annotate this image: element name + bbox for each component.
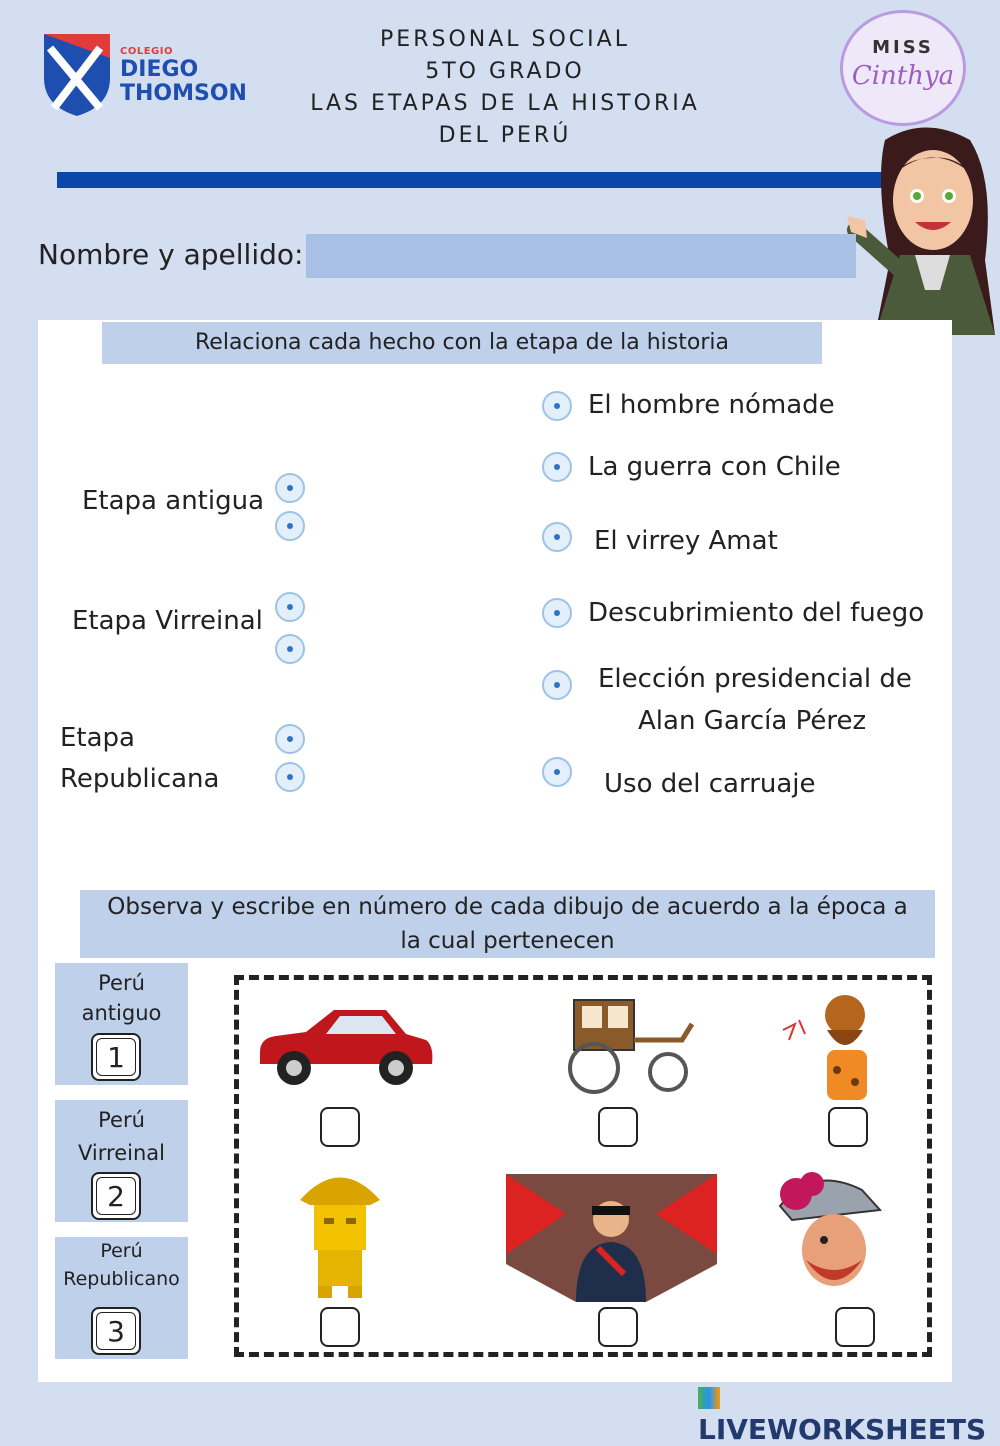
logo-school-name (120, 58, 247, 106)
right-label-fuego: Descubrimiento del fuego (588, 598, 925, 628)
matching-instruction: Relaciona cada hecho con la etapa de la historia (102, 322, 822, 364)
answer-box-car[interactable] (320, 1107, 360, 1147)
left-label-republicana-1: Etapa (60, 723, 135, 753)
category-peru-virreinal (55, 1100, 188, 1222)
answer-box-conquistador[interactable] (835, 1307, 875, 1347)
name-label: Nombre y apellido: (38, 238, 304, 271)
logo-small-text: COLEGIO (120, 46, 173, 57)
match-dot-virreinal-1[interactable] (275, 592, 305, 622)
liveworksheets-logo-icon (698, 1387, 720, 1409)
tumi-gold-picture (290, 1160, 390, 1300)
badge-line1: MISS (872, 37, 934, 58)
conquistador-picture (772, 1170, 887, 1298)
category-label-2b: Virreinal (78, 1141, 165, 1165)
answer-box-caveman[interactable] (828, 1107, 868, 1147)
right-label-nomade: El hombre nómade (588, 390, 835, 420)
match-dot-republicana-2[interactable] (275, 762, 305, 792)
number-box-1 (91, 1033, 141, 1081)
liveworksheets-watermark (698, 1380, 1000, 1446)
answer-box-carriage[interactable] (598, 1107, 638, 1147)
president-picture (506, 1174, 717, 1302)
teacher-badge (840, 10, 966, 126)
divider-bar (57, 172, 897, 188)
name-input[interactable] (306, 234, 856, 278)
footer-brand: LIVEWORKSHEETS (698, 1413, 987, 1446)
category-label-3a: Perú (100, 1240, 143, 1262)
title-line1: PERSONAL SOCIAL (380, 27, 630, 52)
observation-instruction (80, 890, 935, 958)
title-line2: 5TO GRADO (425, 59, 585, 84)
right-label-eleccion-2: Alan García Pérez (638, 706, 867, 736)
category-peru-antiguo (55, 963, 188, 1085)
match-dot-republicana-1[interactable] (275, 724, 305, 754)
number-2: 2 (107, 1180, 125, 1213)
right-label-virrey-amat: El virrey Amat (594, 526, 778, 556)
match-dot-guerra-chile[interactable] (542, 452, 572, 482)
answer-box-tumi[interactable] (320, 1307, 360, 1347)
carriage-picture (562, 994, 697, 1094)
match-dot-antigua-1[interactable] (275, 473, 305, 503)
category-label-3b: Republicano (63, 1268, 180, 1290)
right-label-guerra-chile: La guerra con Chile (588, 452, 841, 482)
match-dot-virreinal-2[interactable] (275, 634, 305, 664)
match-dot-carruaje[interactable] (542, 757, 572, 787)
answer-box-president[interactable] (598, 1307, 638, 1347)
page-title (280, 24, 730, 152)
teacher-avatar-illustration (845, 120, 1000, 335)
match-dot-virrey-amat[interactable] (542, 522, 572, 552)
number-box-2 (91, 1172, 141, 1220)
category-label-2a: Perú (98, 1108, 145, 1132)
left-label-virreinal: Etapa Virreinal (72, 606, 263, 636)
shield-logo-icon (40, 28, 120, 118)
category-label-1a: Perú (98, 971, 145, 995)
car-picture (256, 1002, 436, 1090)
logo-line2: THOMSON (120, 81, 247, 106)
observation-instruction-line1: Observa y escribe en número de cada dibujo de acuerdo a la época a (107, 894, 908, 920)
number-3: 3 (107, 1315, 125, 1348)
number-box-3 (91, 1307, 141, 1355)
match-dot-nomade[interactable] (542, 391, 572, 421)
right-label-eleccion-1: Elección presidencial de (598, 664, 912, 694)
number-1: 1 (107, 1041, 125, 1074)
match-dot-antigua-2[interactable] (275, 511, 305, 541)
title-line3: LAS ETAPAS DE LA HISTORIA DEL PERÚ (310, 91, 700, 148)
caveman-picture (775, 990, 885, 1105)
logo-line1: DIEGO (120, 57, 199, 82)
left-label-republicana-2: Republicana (60, 764, 220, 794)
observation-instruction-line2: la cual pertenecen (400, 928, 615, 954)
category-peru-republicano (55, 1237, 188, 1359)
right-label-carruaje: Uso del carruaje (604, 769, 816, 799)
left-label-antigua: Etapa antigua (82, 486, 264, 516)
category-label-1b: antiguo (81, 1001, 162, 1025)
match-dot-eleccion[interactable] (542, 670, 572, 700)
match-dot-fuego[interactable] (542, 598, 572, 628)
badge-line2: Cinthya (851, 61, 955, 91)
